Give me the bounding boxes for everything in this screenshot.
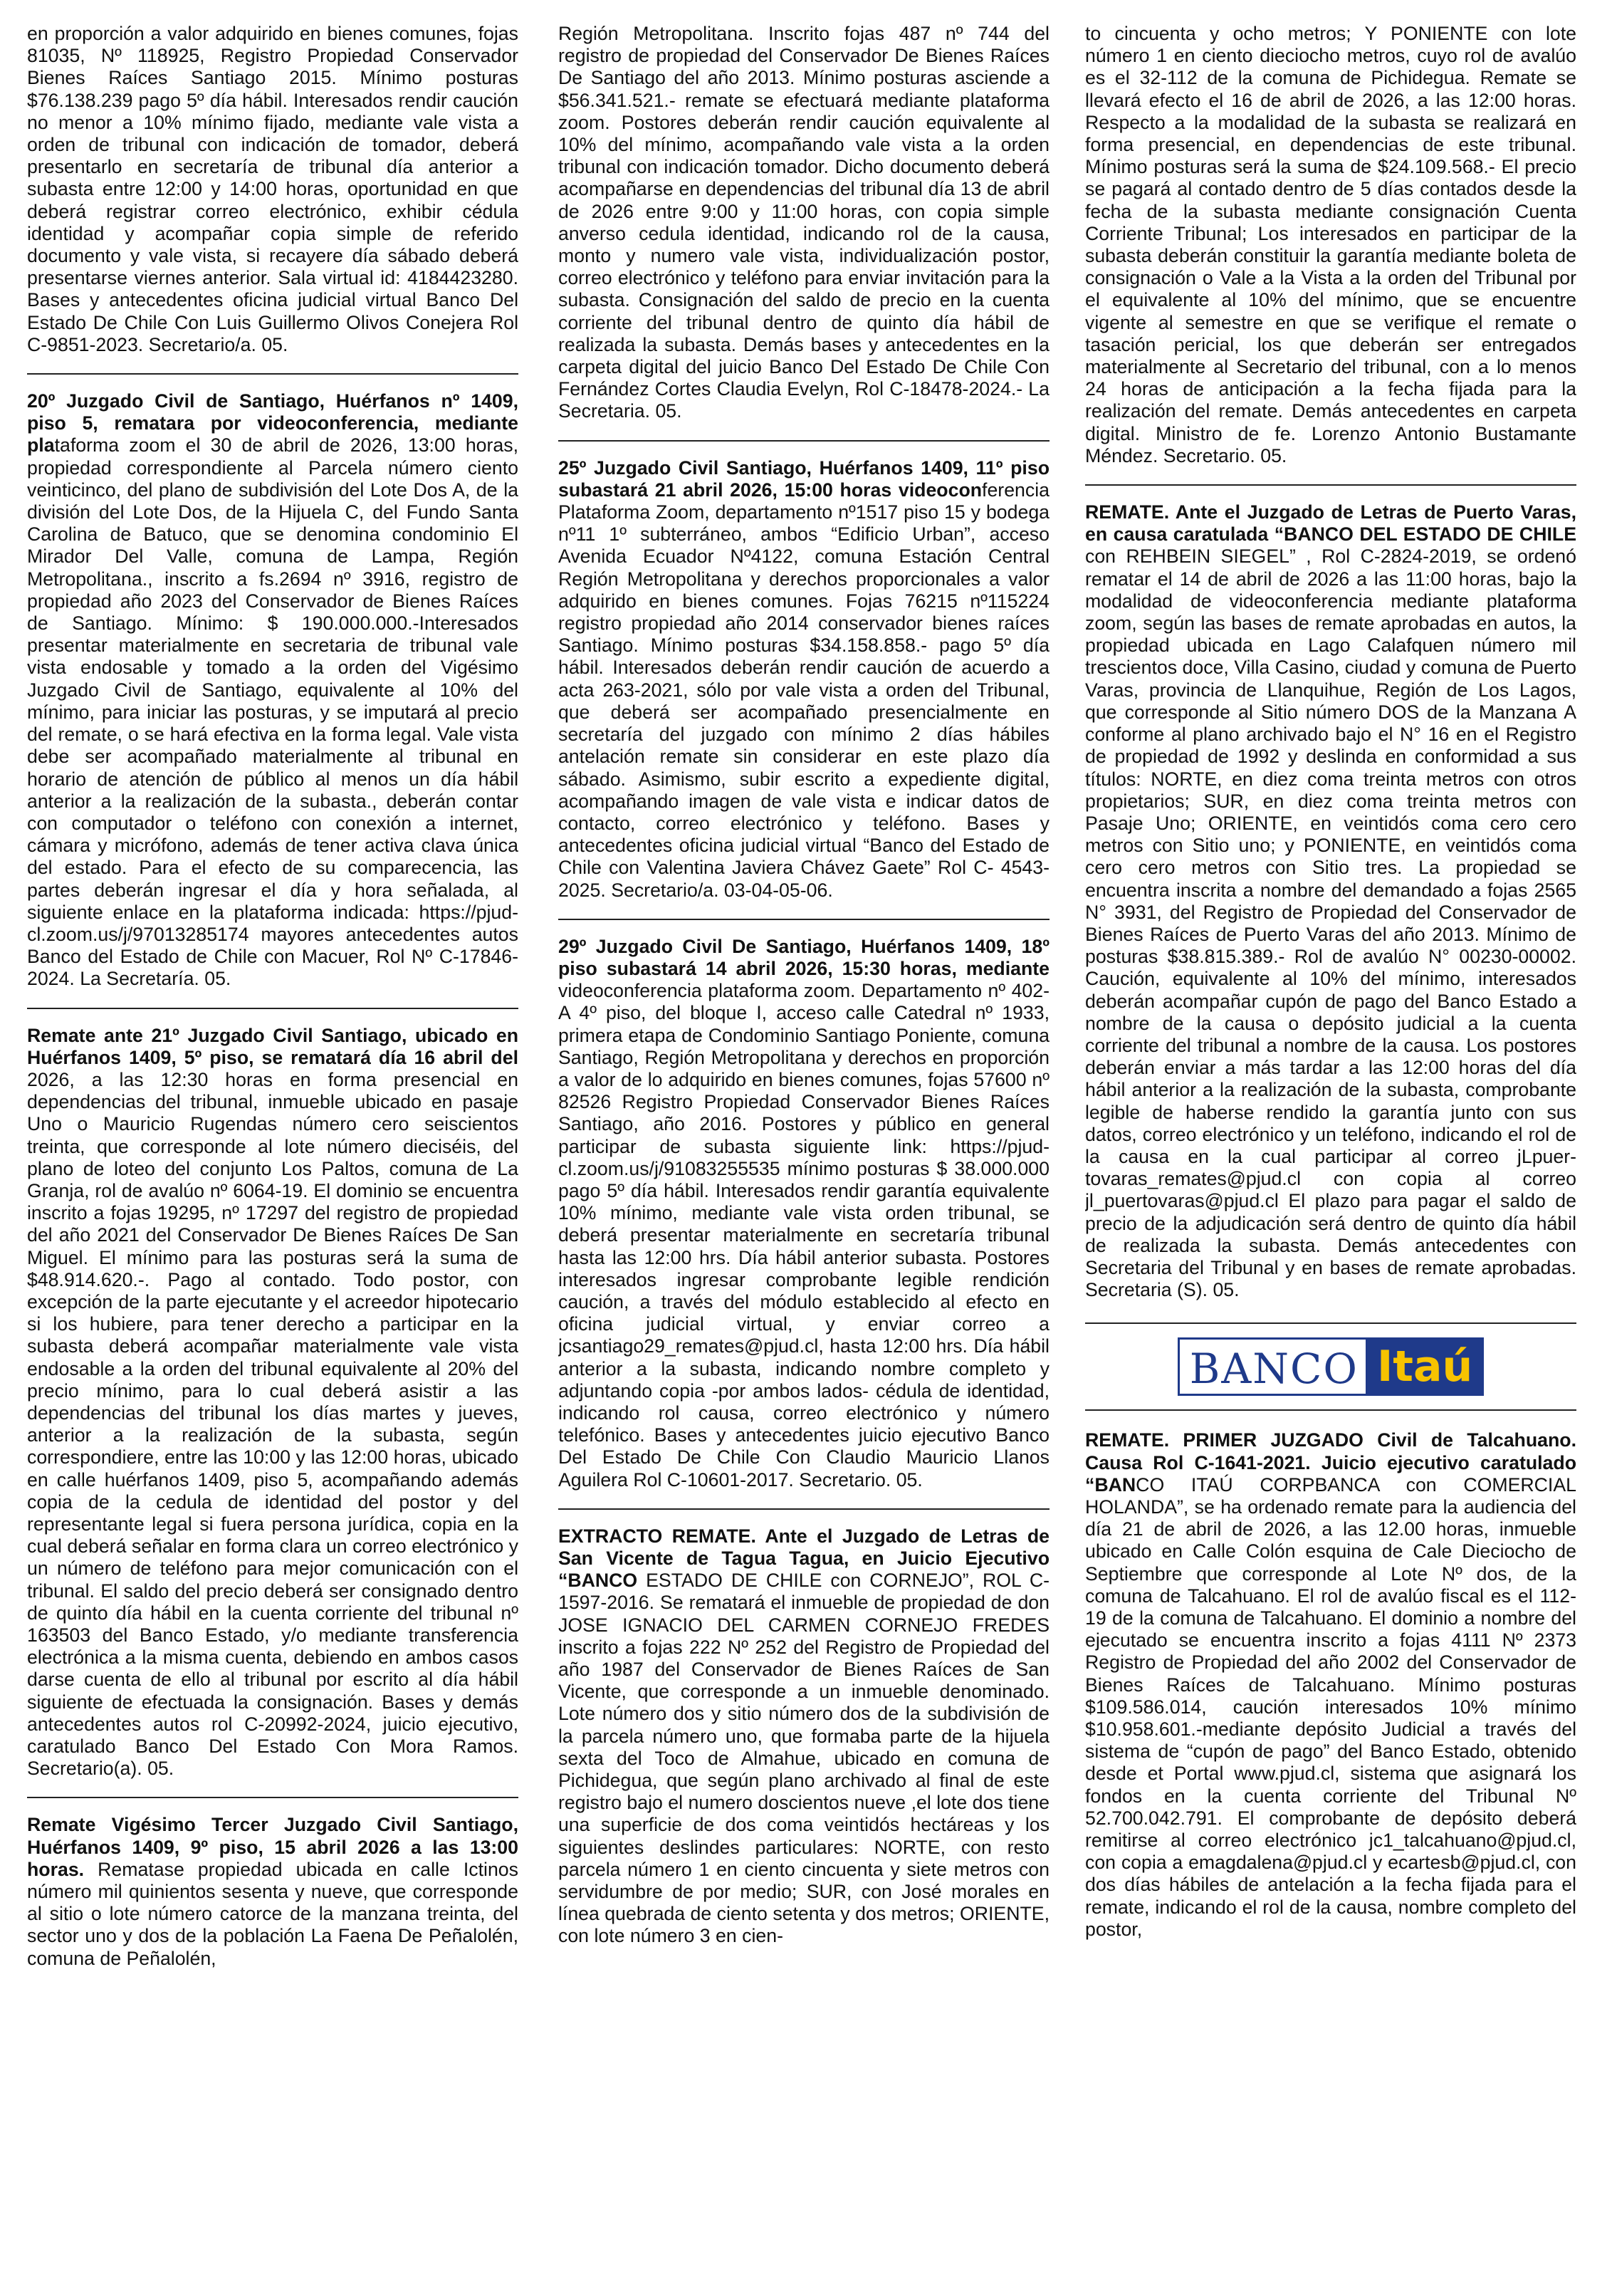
notice-body: CO ITAÚ CORPBANCA con COMERCIAL HOLANDA”, se ha ordenado remate para la audiencia del día 21 de abril de 2026, a las 12.00 horas, inmueble ubicado en Calle Colón esquina de Cale Dieciocho de Septiembre que corresponde al Lote Nº dos, de la comuna de Talcahuano. El rol de avalúo fiscal es el 112-19 de la comuna de Talcahuano. El dominio a nombre del ejecutado se encuentra inscrito a fojas 4111 Nº 2373 Registro de Propiedad del año 2002 del Conservador de Bienes Raíces de Talcahuano. Mínimo posturas $109.586.014, caución interesados 10% mínimo $10.958.601.-mediante depósito Judicial a través del sistema de “cupón de pago” del Banco Estado, obtenido desde et Portal www.pjud.cl, sistema que asignará los fondos en la cuenta corriente del Tribunal Nº 52.700.042.791. El comprobante de depósito deberá remitirse al correo electrónico jc1_talcahuano@pjud.cl, con copia a emagdalena@pjud.cl y ecartesb@pjud.cl, con dos días hábiles de antelación a la fecha fijada para el remate, indicando el rol de la causa, nombre completo del postor, — [1085, 1473, 1576, 1940]
banco-itau-logo-frame — [1085, 1322, 1576, 1411]
divider — [27, 1797, 518, 1798]
notice-heading: Remate ante 21º Juzgado Civil Santiago, ubicado en Huérfanos 1409, 5º piso, se rematará día 16 abril del — [27, 1024, 518, 1068]
notice-body: en proporción a valor adquirido en bienes comunes, fojas 81035, Nº 118925, Registro Propiedad Conservador Bienes Raíces Santiago 2015. Mínimo posturas $76.138.239 pago 5º día hábil. Interesados rendir caución no menor a 10% mínimo fijado, mediante vale vista a orden de tribunal con indicación de tomador, deberá presentarlo en secretaría de tribunal día anterior a subasta entre 12:00 y 14:00 horas, oportunidad en que deberá registrar correo electrónico, exhibir cédula identidad y acompañar copia simple de referido documento y vale vista, si recayere día sábado deberá presentarse viernes anterior. Sala virtual id: 4184423280. Bases y antecedentes oficina judicial virtual Banco Del Estado De Chile Con Luis Guillermo Olivos Conejera Rol C-9851-2023. Secretario/a. 05. — [27, 23, 518, 355]
notice-body: con REHBEIN SIEGEL” , Rol C-2824-2019, se ordenó rematar el 14 de abril de 2026 a las 11:00 horas, bajo la modalidad de videoconferencia mediante plataforma zoom, según las bases de remate aprobadas en autos, la propiedad ubicada en Lago Calafquen número mil trescientos doce, Villa Casino, ciudad y comuna de Puerto Varas, provincia de Llanquihue, Región de Los Lagos, que corresponde al Sitio número DOS de la Manzana A conforme al plano archivado bajo el N° 16 en el Registro de propiedad de 1992 y deslinda en conformidad a sus títulos: NORTE, en diez coma treinta metros con otros propietarios; SUR, en diez coma treinta metros con Pasaje Uno; ORIENTE, en veintidós coma cero cero metros con Sitio uno; y PONIENTE, en veintidós coma cero cero metros con Sitio tres. La propiedad se encuentra inscrita a nombre del demandado a fojas 2565 N° 3931, del Registro de Propiedad del Conservador de Bienes Raíces de Puerto Varas del año 2013. Mínimo de posturas $38.815.389.- Rol de avalúo N° 00230-00002. Caución, equivalente al 10% del mínimo, interesados deberán acompañar cupón de pago del Banco Estado a nombre de la causa o depósito judicial a la cuenta corriente del tribunal a nombre de la causa. Los postores deberán enviar a más tardar a las 12:00 horas del día hábil anterior a la realización de la subasta, comprobante legible de haberse rendido la garantía junto con sus datos, correo electrónico y un teléfono, indicando el rol de la causa en la cual participar al correo jLpuer-tovaras_remates@pjud.cl con copia al correo jl_puertovaras@pjud.cl El plazo para pagar el saldo de precio de la adjudicación será dentro de quinto día hábil de realizada la subasta. Demás antecedentes con Secretaria del Tribunal y en bases de remate aprobadas. Secretaria (S). 05. — [1085, 546, 1576, 1301]
column-2 — [558, 23, 1050, 1948]
notice-body: to cincuenta y ocho metros; Y PONIENTE con lote número 1 en ciento dieciocho metros, cuyo rol de avalúo es el 32-112 de la comuna de Pichidegua. Remate se llevará efecto el 16 de abril de 2026, a las 12:00 horas. Respecto a la modalidad de la subasta se realizará en forma presencial, en dependencias de este tribunal. Mínimo posturas será la suma de $24.109.568.- El precio se pagará al contado dentro de 5 días contados desde la fecha de la subasta mediante consignación Cuenta Corriente Tribunal; Los interesados en participar de la subasta deberán constituir la garantía mediante boleta de consignación o Vale a la Vista a la orden del Tribunal por el equivalente al 10% del mínimo, que se encuentre vigente al semestre en que se verifique el remate o tasación pericial, los que deberán ser entregados materialmente al Secretario del tribunal, con a lo menos 24 horas de anticipación a la fecha fijada para la realización del remate. Demás antecedentes en carpeta digital. Ministro de fe. Lorenzo Antonio Bustamante Méndez. Secretario. 05. — [1085, 23, 1576, 466]
notice-heading: 20º Juzgado Civil de Santiago, Huérfanos nº 1409, piso 5, rematara por videoconferencia, mediante pla — [27, 390, 518, 456]
notice-heading: REMATE. Ante el Juzgado de Letras de Puerto Varas, en causa caratulada “BANCO DEL ESTADO DE CHILE — [1085, 501, 1576, 546]
notice-3-3 — [1085, 1429, 1576, 1941]
notice-body: Región Metropolitana. Inscrito fojas 487 nº 744 del registro de propiedad del Conservador De Bienes Raíces De Santiago del año 2013. Mínimo posturas asciende a $56.341.521.- remate se efectuará mediante plataforma zoom. Postores deberán rendir caución equivalente al 10% del mínimo, acompañando vale vista a la orden tribunal con indicación tomador. Dicho documento deberá acompañarse en dependencias del tribunal día 13 de abril de 2026 entre 9:00 y 11:00 horas, con copia simple anverso cedula identidad, indicando rol de la causa, monto y numero vale vista, individualización postor, correo electrónico y teléfono para enviar invitación para la subasta. Consignación del saldo de precio en la cuenta corriente del tribunal dentro de quinto día hábil de realizada la subasta. Demás bases y antecedentes en la carpeta digital del juicio Banco Del Estado De Chile Con Fernández Cortes Claudia Evelyn, Rol C-18478-2024.- La Secretaria. 05. — [558, 23, 1050, 422]
divider — [558, 1508, 1050, 1510]
notice-2-4 — [558, 1525, 1050, 1948]
logo-banco-text: BANCO — [1178, 1337, 1366, 1396]
notice-body: videoconferencia plataforma zoom. Departamento nº 402-A 4º piso, del bloque I, acceso calle Catedral nº 1933, primera etapa de Condominio Santiago Poniente, comuna Santiago, Región Metropolitana y derechos en proporción a valor de lo adquirido en bienes comunes, fojas 57600 nº 82526 Registro Propiedad Conservador Bienes Raíces Santiago, año 2016. Postores y público en general participar de subasta siguiente link: https://pjud-cl.zoom.us/j/91083255535 mínimo posturas $ 38.000.000 pago 5º día hábil. Interesados rendir garantía equivalente 10% mínimo, mediante vale vista orden tribunal, se deberá presentar materialmente en secretaría tribunal hasta las 12:00 hrs. Día hábil anterior subasta. Postores interesados ingresar comprobante legible rendición caución, a través del módulo establecido al efecto en oficina judicial virtual, y enviar correo a jcsantiago29_remates@pjud.cl, hasta 12:00 hrs. Día hábil anterior a la subasta, indicando nombre completo y adjuntando copia -por ambos lados- cédula de identidad, indicando rol causa, correo electrónico y número telefónico. Bases y antecedentes juicio ejecutivo Banco Del Estado De Chile Con Claudio Mauricio Llanos Aguilera Rol C-10601-2017. Secretario. 05. — [558, 980, 1050, 1491]
divider — [1085, 484, 1576, 486]
notice-body: ESTADO DE CHILE con CORNEJO”, ROL C-1597-2016. Se rematará el inmueble de propiedad de don JOSE IGNACIO DEL CARMEN CORNEJO FREDES inscrito a fojas 222 Nº 252 del Registro de Propiedad del año 1987 del Conservador de Bienes Raíces de San Vicente, que corresponde a un inmueble denominado. Lote número dos y sitio número dos de la subdivisión de la parcela número uno, que formaba parte de la hijuela sexta del Toco de Almahue, ubicado en comuna de Pichidegua, que según plano archivado al final de este registro bajo el numero doscientos nueve ,el lote dos tiene una superficie de dos coma veintidós hectáreas y los siguientes deslindes particulares: NORTE, con resto parcela número 1 en ciento cincuenta y siete metros con servidumbre de por medio; SUR, con José morales en línea quebrada de ciento setenta y dos metros; ORIENTE, con lote número 3 en cien- — [558, 1570, 1050, 1947]
notice-3-1 — [1085, 23, 1576, 467]
notice-2-3 — [558, 936, 1050, 1491]
notice-1-4 — [27, 1814, 518, 1969]
notice-heading: 29º Juzgado Civil De Santiago, Huérfanos 1409, 18º piso subastará 14 abril 2026, 15:30 horas, mediante — [558, 935, 1050, 979]
column-3 — [1085, 23, 1576, 1941]
notice-body: Rematase propiedad ubicada en calle Ictinos número mil quinientos sesenta y nueve, que corresponde al sitio o lote número catorce de la manzana treinta, del sector uno y dos de la población La Faena De Peñalolén, comuna de Peñalolén, — [27, 1858, 518, 1969]
notice-3-2 — [1085, 501, 1576, 1301]
notice-heading: REMATE. PRIMER JUZGADO Civil de Talcahuano. Causa Rol C-1641-2021. Juicio ejecutivo caratulado “BAN — [1085, 1429, 1576, 1496]
notice-2-1 — [558, 23, 1050, 423]
notice-body: ferencia Plataforma Zoom, departamento nº1517 piso 15 y bodega nº11 1º subterráneo, ambos “Edificio Urban”, acceso Avenida Ecuador Nº4122, comuna Estación Central Región Metropolitana y derechos proporcionales a valor adquirido en bienes comunes. Fojas 76215 nº115224 registro propiedad año 2014 conservador bienes raíces Santiago. Mínimo posturas $34.158.858.- pago 5º día hábil. Interesados deberán rendir caución de acuerdo a acta 263-2021, sólo por vale vista a orden del Tribunal, que deberá ser acompañado presencialmente en secretaría del juzgado con mínimo 2 días hábiles antelación remate sin considerar en este plazo día sábado. Asimismo, subir escrito a expediente digital, acompañando imagen de vale vista e indicar datos de contacto, correo electrónico y teléfono. Bases y antecedentes oficina judicial virtual “Banco del Estado de Chile con Valentina Javiera Chávez Gaete” Rol C- 4543-2025. Secretario/a. 03-04-05-06. — [558, 479, 1050, 901]
notice-1-1 — [27, 23, 518, 356]
notice-heading: EXTRACTO REMATE. Ante el Juzgado de Letras de San Vicente de Tagua Tagua, en Juicio Ejecutivo “BANCO — [558, 1525, 1050, 1592]
notice-1-3 — [27, 1025, 518, 1780]
notice-1-2 — [27, 390, 518, 990]
column-1 — [27, 23, 518, 1970]
notice-body: 2026, a las 12:30 horas en forma presencial en dependencias del tribunal, inmueble ubicado en pasaje Uno o Mauricio Rugendas número cero seiscientos treinta, que corresponde al lote número dieciséis, del plano de loteo del conjunto Los Paltos, comuna de La Granja, rol de avalúo nº 6064-19. El dominio se encuentra inscrito a fojas 19295, nº 17297 del registro de propiedad del año 2021 del Conservador De Bienes Raíces De San Miguel. El mínimo para las posturas será la suma de $48.914.620.-. Pago al contado. Todo postor, con excepción de la parte ejecutante y el acreedor hipotecario si los hubiere, para tener derecho a participar en la subasta deberá acompañar materialmente vale vista endosable a la orden del tribunal equivalente al 20% del precio mínimo, para lo cual deberá asistir a las dependencias del tribunal los días martes y jueves, anterior a la realización de la subasta, según correspondiere, entre las 10:00 y las 12:00 horas, ubicado en calle huérfanos 1409, piso 5, acompañando además copia de la cedula de identidad del postor y del representante legal si fuera persona jurídica, copia en la cual deberá señalar en forma clara un correo electrónico y un número de teléfono para mejor comunicación con el tribunal. El saldo del precio deberá ser consignado dentro de quinto día hábil en la cuenta corriente del tribunal nº 163503 del Banco Estado, y/o mediante transferencia electrónica a la misma cuenta, debiendo en ambos casos darse cuenta de ello al tribunal por escrito al día hábil siguiente de efectuada la consignación. Bases y demás antecedentes autos rol C-20992-2024, juicio ejecutivo, caratulado Banco Del Estado Con Mora Ramos. Secretario(a). 05. — [27, 1068, 518, 1780]
divider — [558, 919, 1050, 920]
logo-itau-text: Itaú — [1366, 1337, 1484, 1396]
divider — [27, 373, 518, 375]
banco-itau-logo — [1178, 1337, 1484, 1396]
notice-2-2 — [558, 457, 1050, 902]
notice-heading: 25º Juzgado Civil Santiago, Huérfanos 1409, 11º piso subastará 21 abril 2026, 15:00 horas videocon — [558, 456, 1050, 501]
notice-heading: Remate Vigésimo Tercer Juzgado Civil Santiago, Huérfanos 1409, 9º piso, 15 abril 2026 a las 13:00 horas. — [27, 1814, 518, 1880]
notice-body: taforma zoom el 30 de abril de 2026, 13:00 horas, propiedad correspondiente al Parcela número ciento veinticinco, del plano de subdivisión del Lote Dos A, de la división del Lote Dos, de la Hijuela C, del Fundo Santa Carolina de Batuco, que se denomina condominio El Mirador Del Valle, comuna de Lampa, Región Metropolitana., inscrito a fs.2694 nº 3916, registro de propiedad año 2023 del Conservador de Bienes Raíces de Santiago. Mínimo: $ 190.000.000.-Interesados presentar materialmente en secretaria de tribunal vale vista endosable y tomado a la orden del Vigésimo Juzgado Civil de Santiago, equivalente al 10% del mínimo, para iniciar las posturas, y se imputará al precio del remate, o se hará efectiva en la forma legal. Vale vista debe ser acompañado materialmente al tribunal en horario de atención de público al menos un día hábil anterior a la realización de la subasta., deberán contar con computador o teléfono con conexión a internet, cámara y micrófono, además de tener activa clava única del estado. Para el efecto de su comparecencia, las partes deberán ingresar el día y hora señalada, al siguiente enlace en la plataforma indicada: https://pjud-cl.zoom.us/j/97013285174 mayores antecedentes autos Banco del Estado de Chile con Macuer, Rol Nº C-17846-2024. La Secretaría. 05. — [27, 434, 518, 990]
divider — [558, 440, 1050, 442]
divider — [27, 1008, 518, 1009]
